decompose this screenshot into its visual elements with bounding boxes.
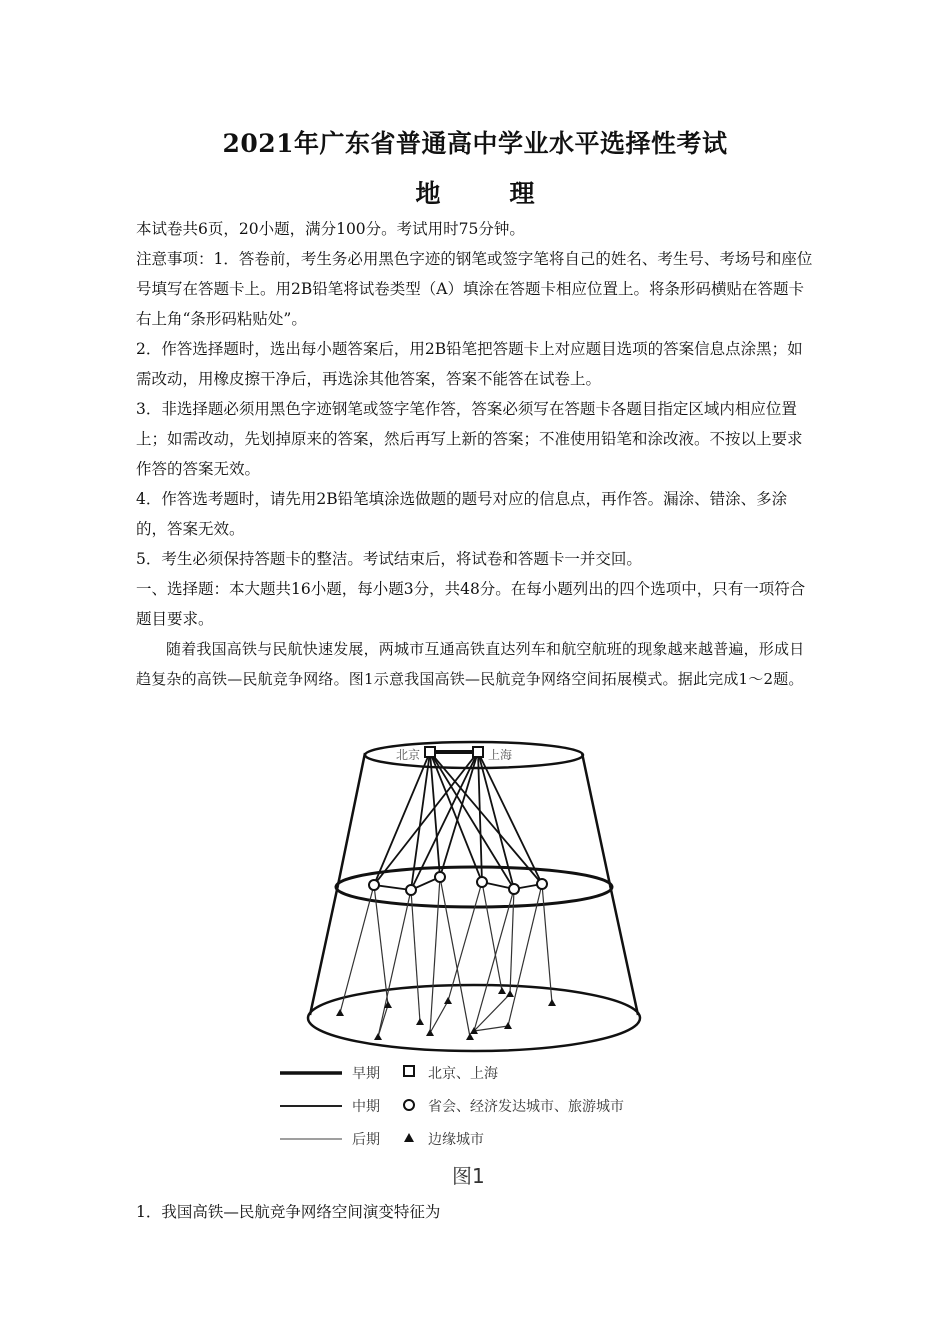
notice-2: 2．作答选择题时，选出每小题答案后，用2B铅笔把答题卡上对应题目选项的答案信息点涂黑；如需改动，用橡皮擦干净后，再选涂其他答案，答案不能答在试卷上。 bbox=[136, 340, 803, 388]
exam-summary: 本试卷共6页，20小题，满分100分。考试用时75分钟。 bbox=[136, 220, 525, 238]
subject-title: 地 理 bbox=[415, 179, 557, 208]
cone-edge-right-lower bbox=[610, 885, 638, 1015]
cone-edge-right-upper bbox=[582, 753, 610, 885]
notice-3: 3．非选择题必须用黑色字迹钢笔或签字笔作答，答案必须写在答题卡各题目指定区域内相应位置上；如需改动，先划掉原来的答案，然后再写上新的答案；不准使用铅笔和涂改液。不按以上要求作答的答案无效。 bbox=[136, 400, 803, 478]
legend-triangle-icon bbox=[404, 1133, 414, 1142]
mid-node-circle-icon bbox=[509, 884, 519, 894]
legend-late: 后期 bbox=[352, 1132, 380, 1148]
beijing-square-icon bbox=[425, 747, 435, 757]
edge-city-triangle-icon bbox=[504, 1022, 512, 1029]
bottom-ellipse bbox=[308, 985, 640, 1051]
mid-node-circle-icon bbox=[369, 880, 379, 890]
notice-5: 5．考生必须保持答题卡的整洁。考试结束后，将试卷和答题卡一并交回。 bbox=[136, 550, 642, 568]
legend-mid: 中期 bbox=[352, 1099, 380, 1115]
passage: 随着我国高铁与民航快速发展，两城市互通高铁直达列车和航空航班的现象越来越普遍，形成日趋复杂的高铁—民航竞争网络。图1示意我国高铁—民航竞争网络空间拓展模式。据此完成1～2题。 bbox=[136, 640, 805, 688]
cone-edge-left-upper bbox=[338, 753, 365, 885]
legend-circle-icon bbox=[404, 1100, 414, 1110]
edge-city-triangle-icon bbox=[466, 1033, 474, 1040]
shanghai-square-icon bbox=[473, 747, 483, 757]
notice-1: 注意事项：1．答卷前，考生务必用黑色字迹的钢笔或签字笔将自己的姓名、考生号、考场号和座位号填写在答题卡上。用2B铅笔将试卷类型（A）填涂在答题卡相应位置上。将条形码横贴在答题卡右上角“条形码粘贴处”。 bbox=[136, 250, 813, 328]
legend-mid-symbol: 省会、经济发达城市、旅游城市 bbox=[428, 1099, 624, 1115]
mid-node-circle-icon bbox=[406, 885, 416, 895]
exam-title: 2021年广东省普通高中学业水平选择性考试 bbox=[222, 129, 728, 158]
mid-nodes bbox=[369, 872, 547, 895]
legend-early-symbol: 北京、上海 bbox=[428, 1066, 498, 1082]
mid-node-circle-icon bbox=[537, 879, 547, 889]
legend-square-icon bbox=[404, 1066, 414, 1076]
edge-city-triangle-icon bbox=[374, 1033, 382, 1040]
edge-city-triangle-icon bbox=[506, 990, 514, 997]
cone-edge-left-lower bbox=[310, 885, 338, 1015]
late-nodes bbox=[336, 987, 556, 1040]
question-1: 1．我国高铁—民航竞争网络空间演变特征为 bbox=[136, 1203, 441, 1221]
label-beijing: 北京 bbox=[396, 748, 421, 762]
notice-4: 4．作答选考题时，请先用2B铅笔填涂选做题的题号对应的信息点，再作答。漏涂、错涂、多涂的，答案无效。 bbox=[136, 490, 788, 538]
edge-city-triangle-icon bbox=[416, 1018, 424, 1025]
edge-city-triangle-icon bbox=[336, 1009, 344, 1016]
network-diagram bbox=[270, 735, 690, 1195]
edge-city-triangle-icon bbox=[426, 1029, 434, 1036]
figure-1 bbox=[270, 735, 690, 1195]
mid-node-circle-icon bbox=[477, 877, 487, 887]
legend bbox=[280, 1066, 624, 1148]
legend-late-symbol: 边缘城市 bbox=[428, 1132, 484, 1148]
edge-city-triangle-icon bbox=[444, 997, 452, 1004]
edge-city-triangle-icon bbox=[548, 999, 556, 1006]
legend-early: 早期 bbox=[352, 1066, 380, 1082]
mid-node-circle-icon bbox=[435, 872, 445, 882]
figure-caption: 图1 bbox=[452, 1164, 485, 1188]
section-heading: 一、选择题：本大题共16小题，每小题3分，共48分。在每小题列出的四个选项中，只有一项符合题目要求。 bbox=[136, 580, 806, 628]
edge-city-triangle-icon bbox=[498, 987, 506, 994]
label-shanghai: 上海 bbox=[488, 748, 513, 762]
